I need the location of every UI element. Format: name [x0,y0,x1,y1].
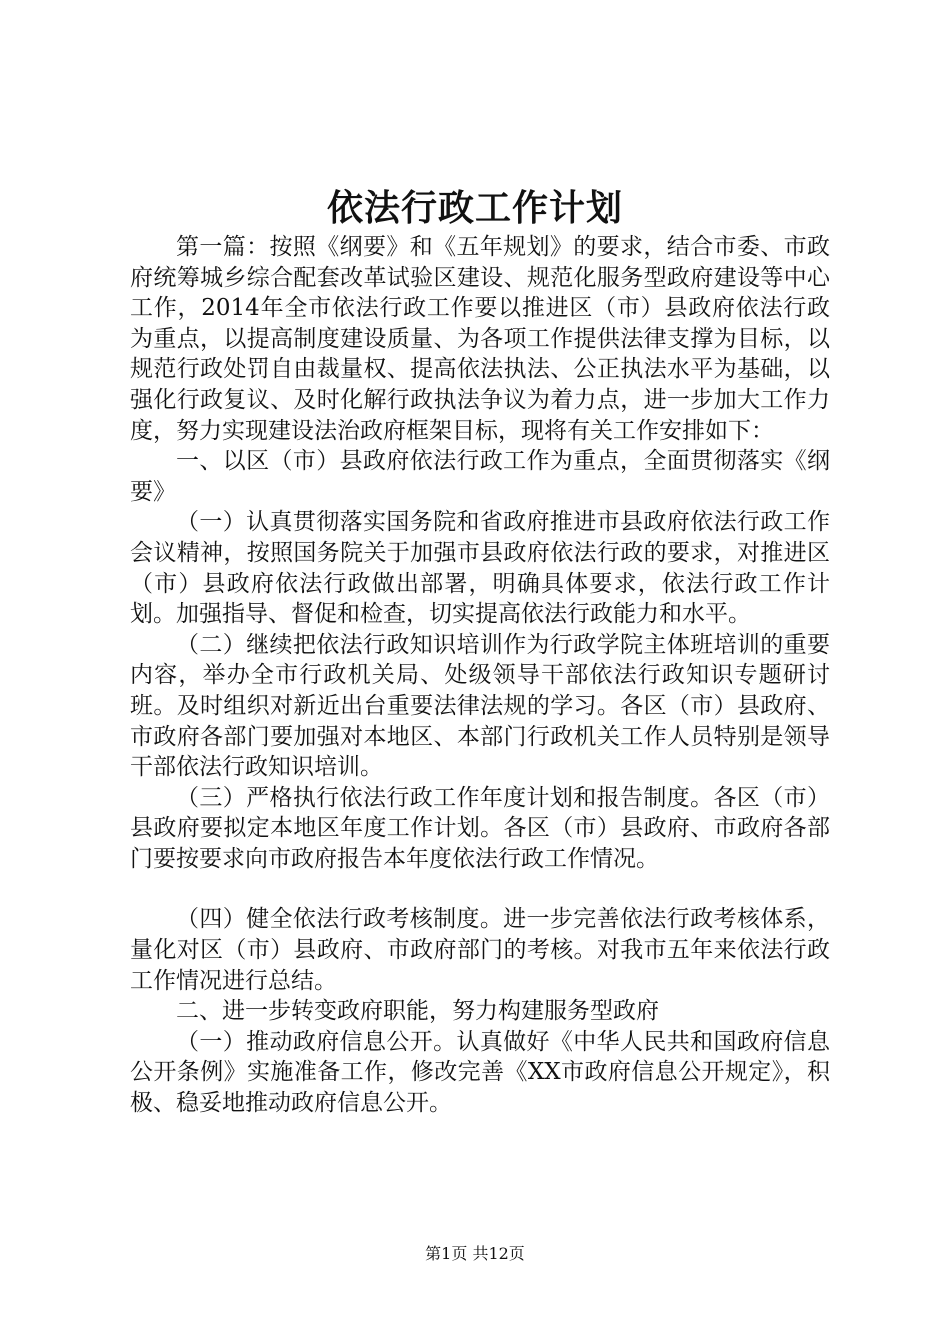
page-number-footer: 第1页 共12页 [425,1244,525,1263]
paragraph-intro: 第一篇：按照《纲要》和《五年规划》的要求，结合市委、市政府统筹城乡综合配套改革试验区建设、规范化服务型政府建设等中心工作，2014年全市依法行政工作要以推进区（市）县政府依法行政为重点，以提高制度建设质量、为各项工作提供法律支撑为目标，以规范行政处罚自由裁量权、提高依法执法、公正执法水平为基础，以强化行政复议、及时化解行政执法争议为着力点，进一步加大工作力度，努力实现建设法治政府框架目标，现将有关工作安排如下： [130,234,830,444]
paragraph-2-1: （一）推动政府信息公开。认真做好《中华人民共和国政府信息公开条例》实施准备工作，修改完善《XX市政府信息公开规定》，积极、稳妥地推动政府信息公开。 [130,1028,830,1117]
document-body [130,232,830,1119]
paragraph-1-1: （一）认真贯彻落实国务院和省政府推进市县政府依法行政工作会议精神，按照国务院关于加强市县政府依法行政的要求，对推进区（市）县政府依法行政做出部署，明确具体要求，依法行政工作计划。加强指导、督促和检查，切实提高依法行政能力和水平。 [130,509,830,628]
paragraph-1-4: （四）健全依法行政考核制度。进一步完善依法行政考核体系，量化对区（市）县政府、市政府部门的考核。对我市五年来依法行政工作情况进行总结。 [130,906,830,994]
paragraph-1-3: （三）严格执行依法行政工作年度计划和报告制度。各区（市）县政府要拟定本地区年度工作计划。各区（市）县政府、市政府各部门要按要求向市政府报告本年度依法行政工作情况。 [130,784,830,872]
section-heading-1: 一、以区（市）县政府依法行政工作为重点，全面贯彻落实《纲要》 [130,448,830,505]
section-heading-2: 二、进一步转变政府职能，努力构建服务型政府 [176,998,659,1025]
paragraph-1-2: （二）继续把依法行政知识培训作为行政学院主体班培训的重要内容，举办全市行政机关局、处级领导干部依法行政知识专题研讨班。及时组织对新近出台重要法律法规的学习。各区（市）县政府、市政府各部门要加强对本地区、本部门行政机关工作人员特别是领导干部依法行政知识培训。 [130,631,830,781]
document-title: 依法行政工作计划 [326,187,623,229]
